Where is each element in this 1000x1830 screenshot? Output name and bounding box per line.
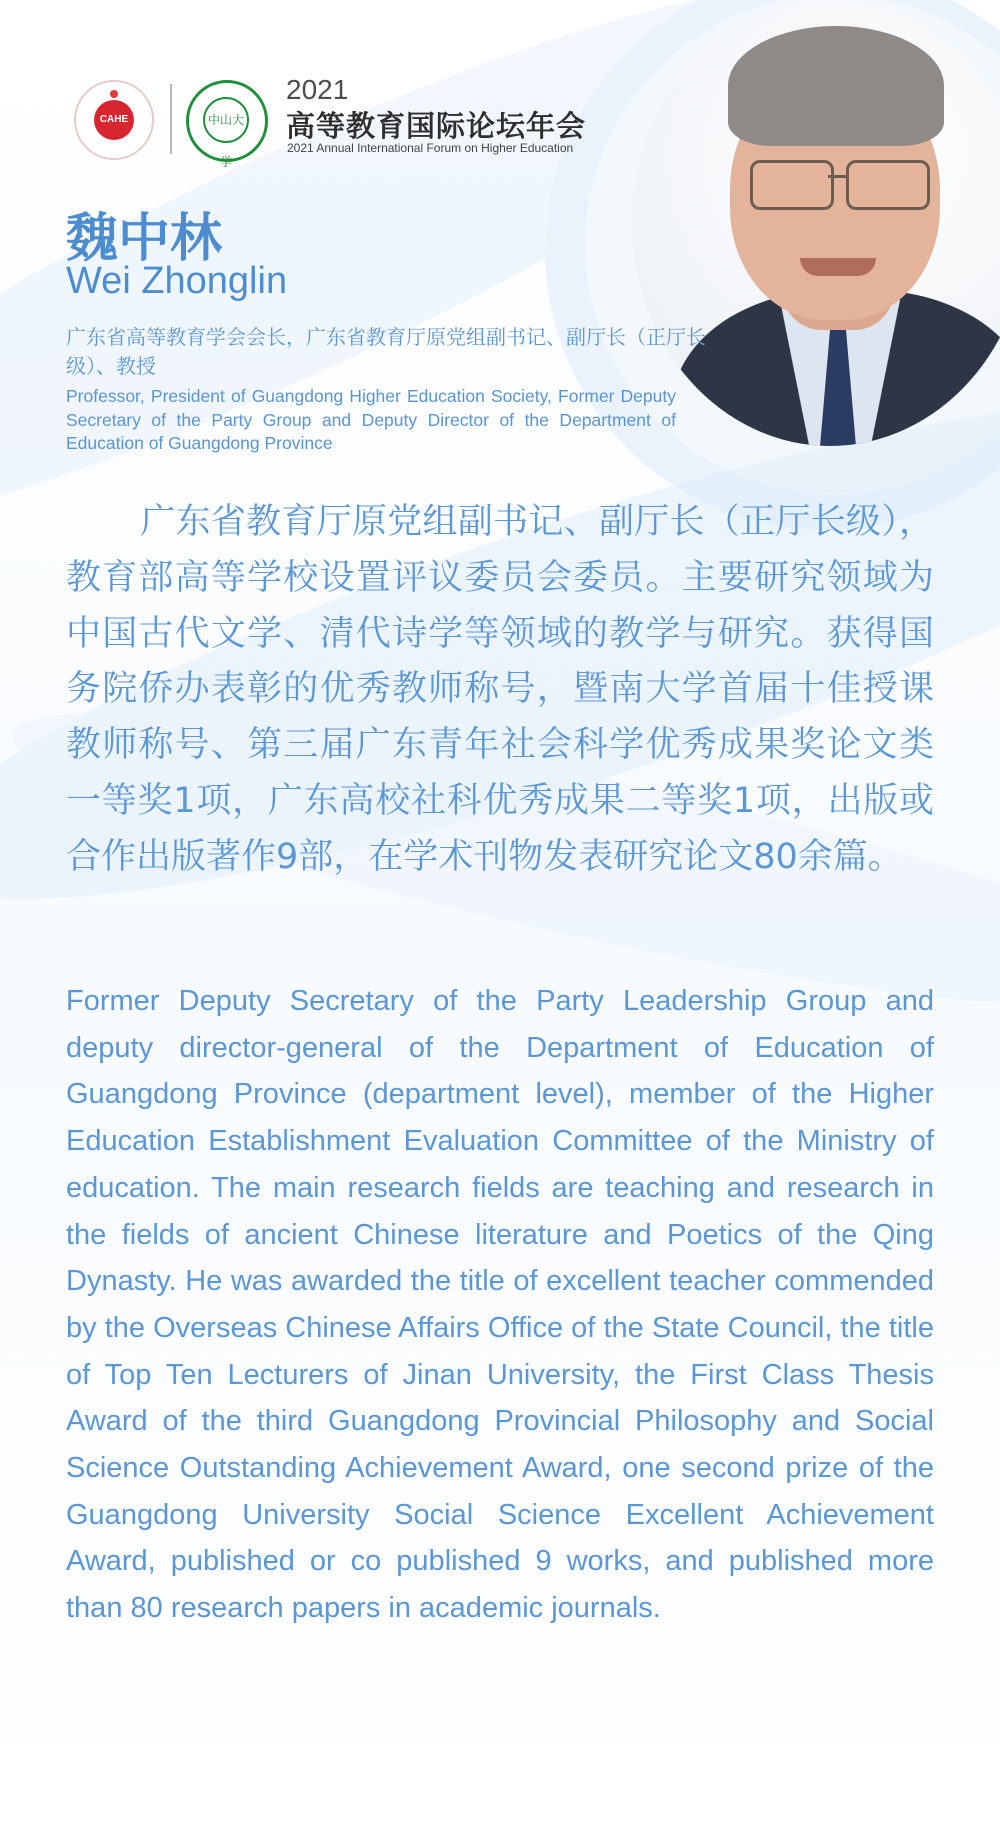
portrait-glasses-bridge: [828, 175, 848, 178]
logo-divider: [170, 84, 172, 154]
portrait-hair: [728, 26, 944, 146]
cahe-logo-text: CAHE: [94, 100, 134, 140]
speaker-name-cn: 魏中林: [66, 209, 223, 269]
bio-en: Former Deputy Secretary of the Party Leadership Group and deputy director-general of the Department of Education of Guangdong Province (department level), member of the Higher Education Establishment Evaluation Committee of the Ministry of education. The main research fields are teaching and research in the fields of ancient Chinese literature and Poetics of the Qing Dynasty. He was awarded the title of excellent teacher commended by the Overseas Chinese Affairs Office of the State Council, the title of Top Ten Lecturers of Jinan University, the First Class Thesis Award of the third Guangdong Provincial Philosophy and Social Science Outstanding Achievement Award, one second prize of the Guangdong University Social Science Excellent Achievement Award, published or co published 9 works, and published more than 80 research papers in academic journals.: [66, 985, 934, 1625]
bio-cn-text: 广东省教育厅原党组副书记、副厅长（正厅长级），教育部高等学校设置评议委员会委员。主要研究领域为中国古代文学、清代诗学等领域的教学与研究。获得国务院侨办表彰的优秀教师称号，暨南大学首届十佳授课教师称号、第三届广东青年社会科学优秀成果奖论文类一等奖1项，广东高校社科优秀成果二等奖1项，出版或合作出版著作9部，在学术刊物发表研究论文80余篇。: [66, 502, 934, 877]
speaker-title-cn: 广东省高等教育学会会长，广东省教育厅原党组副书记、副厅长（正厅长级）、教授: [66, 325, 706, 378]
portrait-mouth: [800, 258, 876, 276]
cahe-logo: [74, 80, 154, 160]
forum-year: 2021: [286, 74, 349, 105]
bio-cn: [66, 495, 934, 886]
portrait-glasses-lens: [750, 160, 834, 210]
cahe-logo-figure-icon: [110, 90, 118, 98]
speaker-title-en: Professor, President of Guangdong Higher Education Society, Former Deputy Secretary of the Party Group and Deputy Director of the Department of Education of Guangdong Province: [66, 386, 676, 453]
sysu-logo-text: 中山大学: [203, 97, 249, 143]
forum-title-en: 2021 Annual International Forum on Higher Education: [287, 141, 574, 155]
speaker-name-en: Wei Zhonglin: [66, 260, 288, 302]
sysu-logo: [186, 80, 268, 169]
forum-title-cn: 高等教育国际论坛年会: [286, 109, 587, 143]
portrait-glasses-lens: [846, 160, 930, 210]
